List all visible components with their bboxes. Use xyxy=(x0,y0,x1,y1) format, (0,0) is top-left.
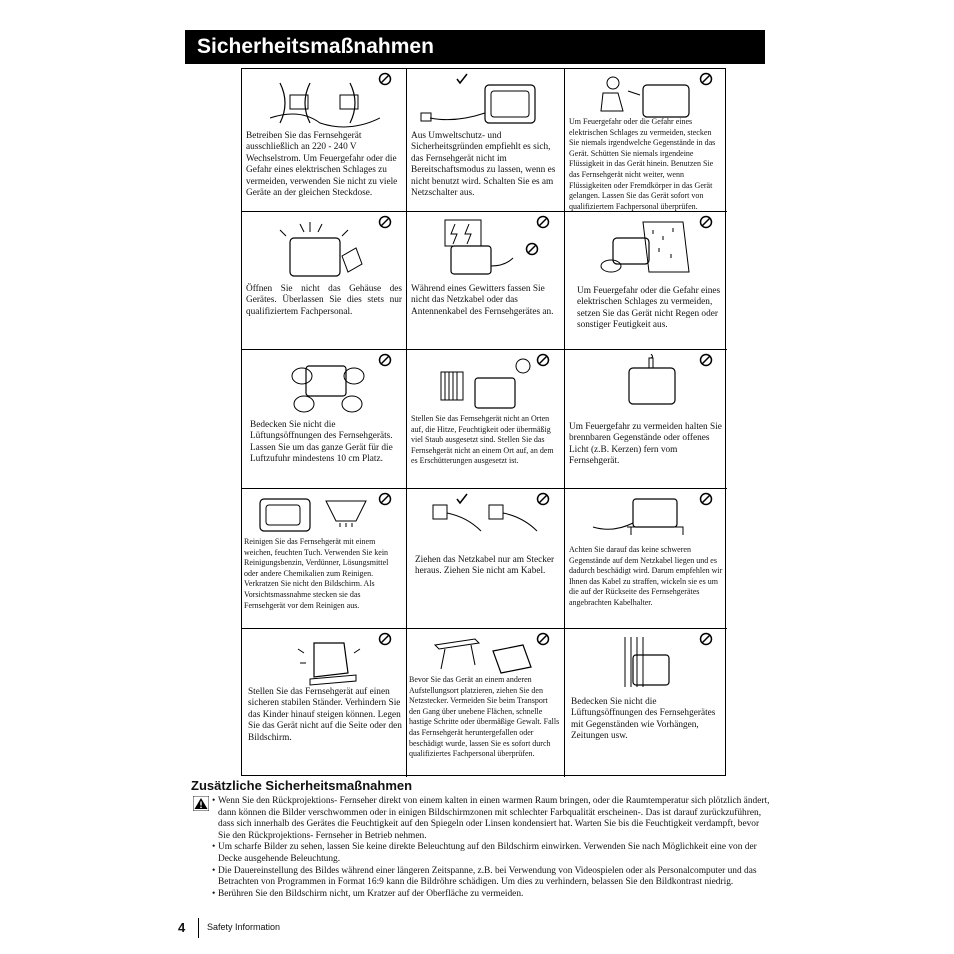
safety-cell-cleaning xyxy=(242,489,407,629)
checkmark-icon xyxy=(455,72,469,86)
safety-text: Bedecken Sie nicht die Lüftungsöffnungen des Fernsehgerätes mit Gegenständen wie Vorhängen, Zeitungen usw. xyxy=(571,697,716,742)
safety-text: Um Feuergefahr oder die Gefahr eines elektrischen Schlages zu vermeiden, setzen Sie das Gerät nicht Regen oder sonstiger Feutigkeit aus. xyxy=(577,286,721,331)
lightning-tv-illustration xyxy=(415,216,535,278)
liquid-tv-illustration xyxy=(573,73,703,119)
list-item: • Berühren Sie den Bildschirm nicht, um Kratzer auf der Oberfläche zu vermeiden. xyxy=(212,889,772,901)
power-outlet-illustration xyxy=(250,73,380,133)
safety-cell-liquids xyxy=(565,69,727,212)
prohibition-icon xyxy=(536,215,550,229)
prohibition-icon xyxy=(378,72,392,86)
safety-cell-heat xyxy=(407,350,565,489)
checkmark-icon xyxy=(455,492,469,506)
safety-cell-standby xyxy=(407,69,565,212)
safety-text: Bedecken Sie nicht die Lüftungsöffnungen des Fernsehgeräts. Lassen Sie um das ganze Gerät für die Luftzufuhr mindestens 10 cm Platz. xyxy=(250,420,393,465)
safety-text: Stellen Sie das Fernsehgerät auf einen sicheren stabilen Ständer. Verhindern Sie das Kinder hinauf steigen können. Legen Sie das Gerät nicht auf die Seite oder den Bildschirm. xyxy=(248,687,402,743)
safety-text: Betreiben Sie das Fernsehgerät ausschließlich an 220 - 240 V Wechselstrom. Um Feuergefahr oder die Gefahr eines elektrischen Schlages zu vermeiden, verwenden Sie nicht zu viele Geräte an der gleichen Steckdose. xyxy=(246,131,398,199)
safety-cell-ventilation xyxy=(242,350,407,489)
safety-cell-thunderstorm xyxy=(407,212,565,350)
prohibition-icon xyxy=(536,492,550,506)
list-item: • Um scharfe Bilder zu sehen, lassen Sie keine direkte Beleuchtung auf den Bildschirm einwirken. Verwenden Sie nach Möglichkeit eine von der Decke ausgehende Beleuchtung. xyxy=(212,842,772,865)
prohibition-icon xyxy=(536,632,550,646)
safety-text: Achten Sie darauf das keine schweren Gegenstände auf dem Netzkabel liegen und es dadurch beschädigt wird. Darum empfehlen wir Ihnen das Kabel zu straffen, wickeln sie es um die auf der Rückseite des Fernsehgerätes angebrachten Kabelhalter. xyxy=(569,545,723,607)
safety-grid xyxy=(241,68,726,776)
prohibition-icon xyxy=(525,242,539,256)
safety-text: Um Feuergefahr zu vermeiden halten Sie brennbaren Gegenstände oder offenes Licht (z.B. Kerzen) fern vom Fernsehgerät. xyxy=(569,422,722,467)
covered-tv-illustration xyxy=(250,354,380,420)
safety-cell-plug xyxy=(407,489,565,629)
safety-text: Um Feuergefahr oder die Gefahr eines elektrischen Schlages zu vermeiden, stecken Sie niemals irgendwelche Gegenstände in das Gerät. Schütten Sie niemals irgendeine Flüssigkeit in das Gerät hinein. Benutzen Sie das Fernsehgerät nicht weiter, wenn Flüssigkeiten oder Fremdkörper in das Gerät gelangen. Lassen Sie das Gerät sofort von qualifiziertem Fachpersonal überprüfen. xyxy=(569,117,716,211)
prohibition-icon xyxy=(378,632,392,646)
safety-cell-curtains xyxy=(565,629,727,777)
prohibition-icon xyxy=(378,492,392,506)
safety-text: Während eines Gewitters fassen Sie nicht das Netzkabel oder das Antennenkabel des Fernsehgerätes an. xyxy=(411,284,554,317)
footer-label: Safety Information xyxy=(207,922,281,932)
prohibition-icon xyxy=(699,353,713,367)
heat-tv-illustration xyxy=(415,354,545,412)
safety-cell-power xyxy=(242,69,407,212)
safety-text: Öffnen Sie nicht das Gehäuse des Gerätes. Überlassen Sie dies stets nur qualifiziertem Fachpersonal. xyxy=(246,284,402,317)
cleaning-tv-illustration xyxy=(250,493,380,537)
warning-triangle-icon xyxy=(193,796,209,811)
prohibition-icon xyxy=(378,215,392,229)
page-number: 4 xyxy=(178,920,186,935)
open-housing-illustration xyxy=(250,216,380,282)
safety-cell-fire xyxy=(565,350,727,489)
curtain-tv-illustration xyxy=(573,633,703,691)
safety-cell-stand xyxy=(242,629,407,777)
safety-text: Aus Umweltschutz- und Sicherheitsgründen empfiehlt es sich, das Fernsehgerät nicht im Bereitschaftsmodus zu lassen, wenn es nicht benutzt wird. Schalten Sie es am Netzschalter aus. xyxy=(411,131,556,199)
tv-plug-illustration xyxy=(415,73,545,131)
safety-cell-housing xyxy=(242,212,407,350)
unplug-illustration xyxy=(415,493,555,543)
prohibition-icon xyxy=(378,353,392,367)
prohibition-icon xyxy=(699,632,713,646)
list-item: • Wenn Sie den Rückprojektions- Fernseher direkt von einem kalten in einen warmen Raum bringen, oder die Raumtemperatur sich plötzlich ändert, dann können die Bilder verschwommen oder in einigen Bildschirmzonen mit schlechter Farbqualität erscheinen-. Das ist darauf zurückzuführen, dass sich innerhalb des Gerätes die Feuchtigkeit auf den Spiegeln oder Linsen kondensiert hat. Warten Sie bis die Feuchtigkeit verdampft, bevor Sie den Rückprojektions- Fernseher in Betrieb nehmen. xyxy=(212,796,772,842)
cable-tv-illustration xyxy=(573,493,703,539)
stand-tv-illustration xyxy=(250,633,380,693)
prohibition-icon xyxy=(536,353,550,367)
safety-cell-transport xyxy=(407,629,565,777)
safety-text: Stellen Sie das Fernsehgerät nicht an Orten auf, die Hitze, Feuchtigkeit oder übermäßig viel Staub ausgesetzt sind. Stellen Sie das Fernsehgerät nicht an einem Ort auf, an dem es Erschütterungen ausgesetzt ist. xyxy=(411,414,554,466)
footer-divider xyxy=(198,918,199,938)
safety-cell-cable xyxy=(565,489,727,629)
safety-text: Ziehen das Netzkabel nur am Stecker heraus. Ziehen Sie nicht am Kabel. xyxy=(415,555,555,577)
list-item: • Die Dauereinstellung des Bildes während einer längeren Zeitspanne, z.B. bei Verwendung von Videospielen oder als Personalcomputer und das Betrachten von Programmen in Format 16:9 kann die Bildröhre schädigen. Um dies zu verhindern, belassen Sie den Bildkontrast niedrig. xyxy=(212,866,772,889)
additional-notes xyxy=(212,796,772,900)
rain-tv-illustration xyxy=(573,216,703,282)
prohibition-icon xyxy=(699,72,713,86)
prohibition-icon xyxy=(699,215,713,229)
prohibition-icon xyxy=(699,492,713,506)
section-heading: Zusätzliche Sicherheitsmaßnahmen xyxy=(191,778,413,793)
safety-cell-moisture xyxy=(565,212,727,350)
safety-text: Bevor Sie das Gerät an einem anderen Aufstellungsort platzieren, ziehen Sie den Netzstecker. Vermeiden Sie beim Transport den Gang über unebene Flächen, schnelle hastige Schritte oder übermäßige Gewalt. Falls das Fernsehgerät heruntergefallen oder beschädigt wurde, lassen Sie es sofort durch qualifiziertes Fachpersonal überprüfen. xyxy=(409,675,560,759)
candle-tv-illustration xyxy=(573,354,703,416)
transport-tv-illustration xyxy=(415,633,545,677)
safety-text: Reinigen Sie das Fernsehgerät mit einem weichen, feuchten Tuch. Verwenden Sie kein Reinigungsbenzin, Verdünner, Lösungsmittel oder andere Chemikalien zum Reinigen. Verkratzen Sie nicht den Bildschirm. Als Vorsichtsmassnahme stecken sie das Fernsehgerät vor dem Reinigen aus. xyxy=(244,537,389,610)
page-title: Sicherheitsmaßnahmen xyxy=(185,30,765,64)
